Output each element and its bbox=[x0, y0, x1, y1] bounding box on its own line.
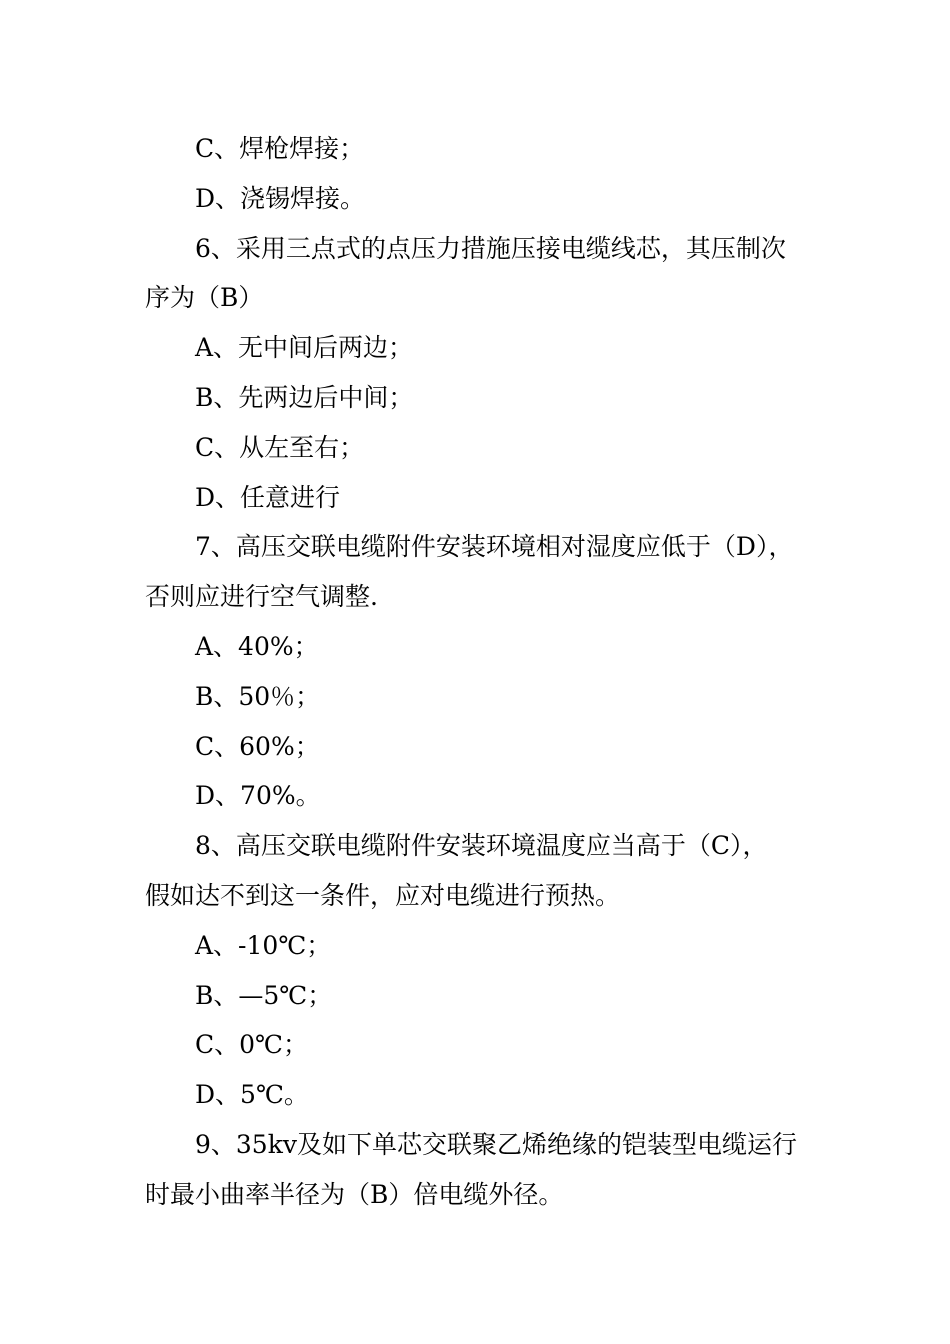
question-6-line-1: 6、采用三点式的点压力措施压接电缆线芯，其压制次 bbox=[195, 233, 786, 263]
document-body bbox=[145, 124, 810, 1220]
question-8-line-2: 假如达不到这一条件，应对电缆进行预热。 bbox=[145, 880, 621, 910]
question-7-line-2: 否则应进行空气调整. bbox=[145, 582, 378, 612]
question-9-line-1: 9、35kv及如下单芯交联聚乙烯绝缘的铠装型电缆运行 bbox=[195, 1129, 797, 1159]
option-c-q7: C、60%； bbox=[195, 731, 320, 761]
option-d-q5: D、浇锡焊接。 bbox=[195, 183, 366, 213]
option-c-q6: C、从左至右； bbox=[195, 432, 365, 462]
question-8-line-1: 8、高压交联电缆附件安装环境温度应当高于（C）， bbox=[195, 831, 768, 861]
option-b-q8: B、—5℃； bbox=[195, 980, 333, 1010]
option-b-q6: B、先两边后中间； bbox=[195, 382, 414, 412]
option-d-q6: D、任意进行 bbox=[195, 482, 341, 512]
question-9-line-2: 时最小曲率半径为（B）倍电缆外径。 bbox=[145, 1179, 564, 1209]
option-a-q8: A、-10℃； bbox=[195, 930, 332, 960]
option-a-q7: A、40%； bbox=[195, 631, 319, 661]
option-d-q8: D、5℃。 bbox=[195, 1080, 309, 1110]
question-6-line-2: 序为（B） bbox=[145, 283, 264, 313]
option-c-q5: C、焊枪焊接； bbox=[195, 134, 365, 163]
question-7-line-1: 7、高压交联电缆附件安装环境相对湿度应低于（D）， bbox=[195, 532, 794, 562]
option-c-q8: C、0℃； bbox=[195, 1030, 309, 1060]
option-d-q7: D、70%。 bbox=[195, 781, 321, 811]
option-b-q7: B、50％； bbox=[195, 681, 321, 711]
option-a-q6: A、无中间后两边； bbox=[195, 333, 414, 363]
